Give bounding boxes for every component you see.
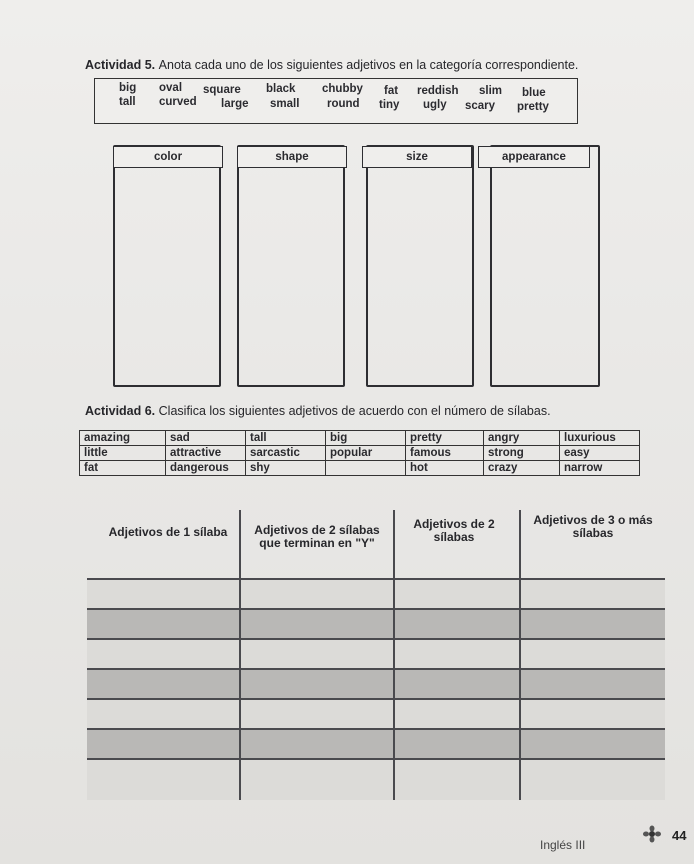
word-cell: crazy — [484, 461, 560, 476]
header-3-plus-syllables: Adjetivos de 3 o más sílabas — [533, 513, 653, 540]
category-label-color: color — [113, 146, 223, 168]
word-cell — [326, 461, 406, 476]
word-cell: popular — [326, 446, 406, 461]
word: tall — [119, 96, 136, 108]
table-row[interactable] — [87, 758, 665, 800]
category-label-shape: shape — [237, 146, 347, 168]
header-1-syllable: Adjetivos de 1 sílaba — [108, 525, 228, 539]
column-divider — [519, 510, 521, 800]
word-cell: hot — [406, 461, 484, 476]
word-bank-row — [80, 446, 640, 461]
word-cell: sarcastic — [246, 446, 326, 461]
page-number: 44 — [672, 828, 687, 843]
word: square — [203, 84, 241, 96]
activity6-word-bank — [79, 430, 640, 476]
column-divider — [393, 510, 395, 800]
activity6-title — [85, 404, 551, 418]
word: scary — [465, 100, 496, 112]
word: blue — [522, 87, 546, 99]
flower-logo-icon — [641, 825, 663, 843]
word-bank-row — [80, 461, 640, 476]
category-box-shape[interactable] — [237, 145, 345, 387]
word-cell: tall — [246, 431, 326, 446]
row-divider — [87, 728, 665, 730]
row-divider — [87, 668, 665, 670]
word-cell: fat — [80, 461, 166, 476]
word-bank-row — [80, 431, 640, 446]
syllable-classification-table — [87, 510, 665, 800]
column-divider — [239, 510, 241, 800]
word-cell: strong — [484, 446, 560, 461]
activity5-title — [85, 58, 578, 72]
row-divider — [87, 638, 665, 640]
activity5-instruction: Anota cada uno de los siguientes adjetivos en la categoría correspondiente. — [158, 58, 579, 72]
word: pretty — [517, 101, 549, 113]
table-row[interactable] — [87, 698, 665, 728]
activity5-label: Actividad 5. — [85, 58, 156, 72]
category-box-color[interactable] — [113, 145, 221, 387]
word: small — [270, 98, 300, 110]
word-cell: shy — [246, 461, 326, 476]
word: fat — [384, 85, 399, 97]
word-cell: sad — [166, 431, 246, 446]
word-cell: narrow — [560, 461, 640, 476]
category-label-size: size — [362, 146, 472, 168]
word: reddish — [417, 85, 459, 97]
category-box-appearance[interactable] — [490, 145, 600, 387]
word: chubby — [322, 83, 363, 95]
word-cell: little — [80, 446, 166, 461]
row-divider — [87, 608, 665, 610]
word-cell: luxurious — [560, 431, 640, 446]
word-cell: pretty — [406, 431, 484, 446]
word: round — [327, 98, 360, 110]
word-cell: angry — [484, 431, 560, 446]
word: big — [119, 82, 137, 94]
activity6-instruction: Clasifica los siguientes adjetivos de acuerdo con el número de sílabas. — [158, 404, 551, 418]
table-row[interactable] — [87, 608, 665, 638]
table-row[interactable] — [87, 728, 665, 758]
row-divider — [87, 698, 665, 700]
table-row[interactable] — [87, 668, 665, 698]
word: curved — [159, 96, 197, 108]
word: slim — [479, 85, 503, 97]
word: large — [221, 98, 249, 110]
category-box-size[interactable] — [366, 145, 474, 387]
row-divider — [87, 578, 665, 580]
word-cell: dangerous — [166, 461, 246, 476]
header-2-syllables-y: Adjetivos de 2 sílabas que terminan en "Y" — [254, 523, 380, 550]
word: oval — [159, 82, 183, 94]
footer-subject: Inglés III — [540, 838, 586, 852]
table-header — [87, 510, 665, 578]
activity5-word-bank — [94, 78, 578, 124]
word: ugly — [423, 99, 447, 111]
word: black — [266, 83, 296, 95]
word-cell: easy — [560, 446, 640, 461]
word-cell: attractive — [166, 446, 246, 461]
table-row[interactable] — [87, 638, 665, 668]
word: tiny — [379, 99, 400, 111]
table-row[interactable] — [87, 578, 665, 608]
word-cell: famous — [406, 446, 484, 461]
word-cell: big — [326, 431, 406, 446]
activity6-label: Actividad 6. — [85, 404, 156, 418]
category-label-appearance: appearance — [478, 146, 590, 168]
row-divider — [87, 758, 665, 760]
header-2-syllables: Adjetivos de 2 sílabas — [413, 517, 495, 544]
word-cell: amazing — [80, 431, 166, 446]
